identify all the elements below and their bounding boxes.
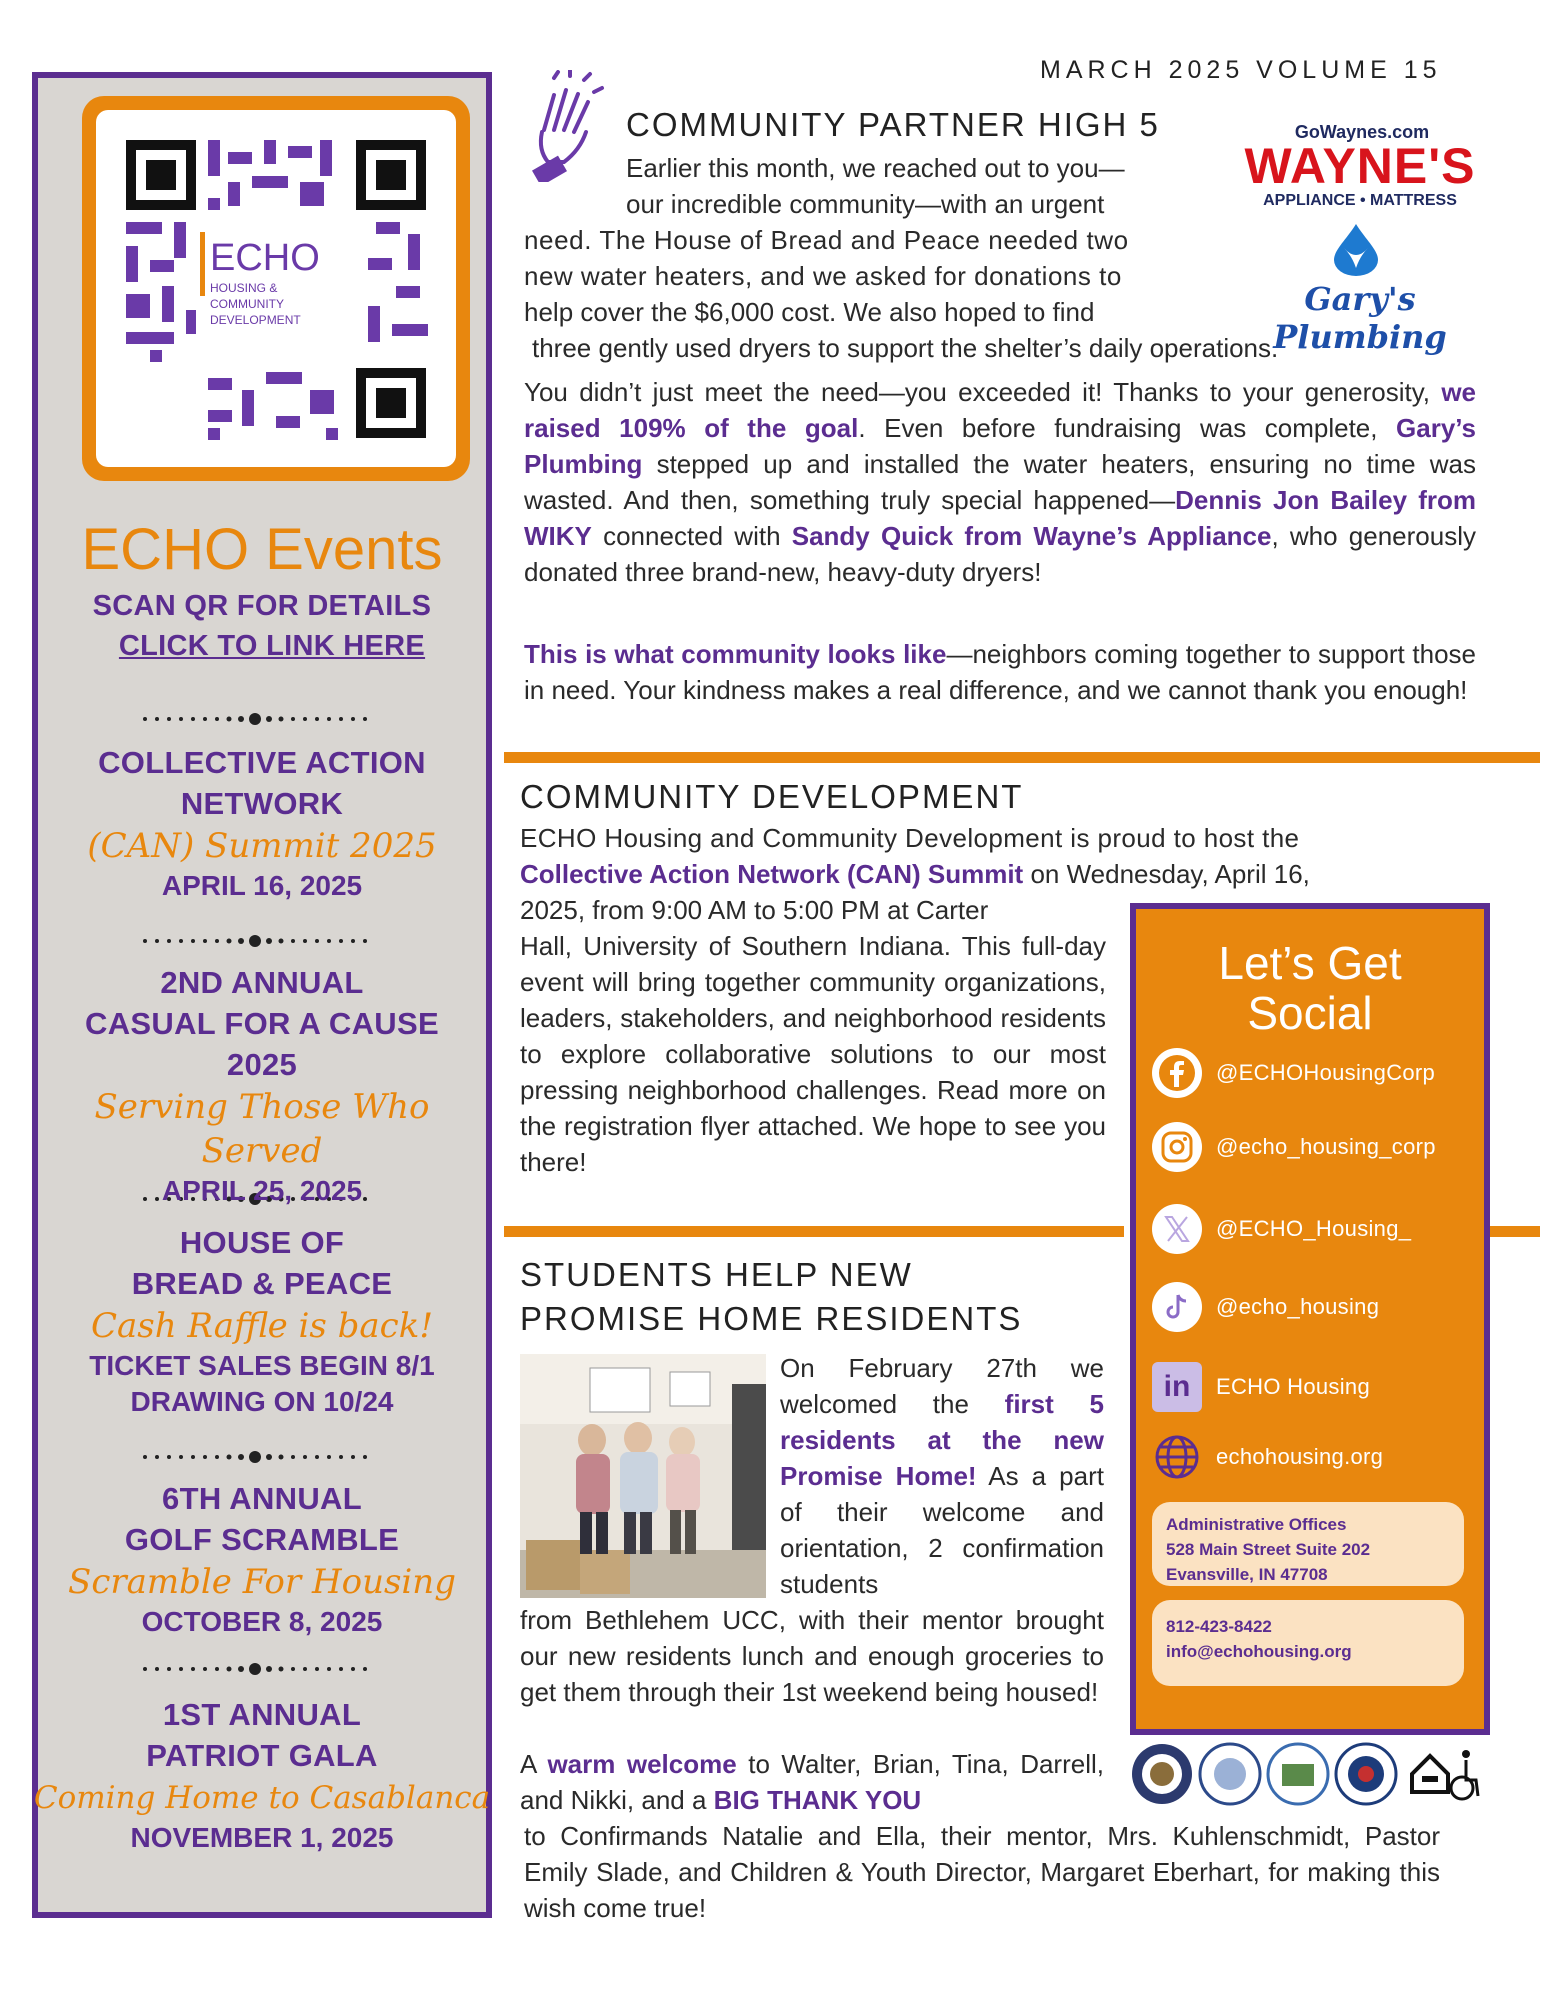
issue-label: MARCH 2025 VOLUME 15	[1040, 56, 1442, 84]
development-line-2: Collective Action Network (CAN) Summit on Wednesday, April 16,	[520, 859, 1310, 889]
dot-divider	[140, 1662, 410, 1676]
students-paragraph-4: to Confirmands Natalie and Ella, their mentor, Mrs. Kuhlenschmidt, Pastor Emily Slade, and Children & Youth Director, Margaret Eberhart, for making this wish come true!	[524, 1821, 1440, 1923]
social-title: Let’s Get Social	[1218, 937, 1402, 1039]
linkedin-icon: in	[1152, 1362, 1202, 1412]
agency-seals	[1130, 1740, 1480, 1810]
x-icon	[1152, 1204, 1202, 1254]
office-address-card: Administrative Offices 528 Main Street Suite 202 Evansville, IN 47708	[1152, 1502, 1464, 1586]
scan-qr-label: SCAN QR FOR DETAILS	[92, 590, 432, 622]
development-line-3: 2025, from 9:00 AM to 5:00 PM at Carter	[520, 895, 989, 925]
svg-text:COMMUNITY: COMMUNITY	[210, 297, 284, 311]
social-x-link[interactable]: @ECHO_Housing_	[1152, 1204, 1411, 1254]
dot-divider	[140, 712, 410, 726]
email-link[interactable]: info@echohousing.org	[1166, 1642, 1352, 1661]
social-instagram-link[interactable]: @echo_housing_corp	[1152, 1122, 1436, 1172]
section-divider	[1490, 1226, 1540, 1237]
development-paragraph: Hall, University of Southern Indiana. This full-day event will bring together community organizations, leaders, stakeholders, and neighborhood residents to explore collaborative solutions to our most pressing neighborhood challenges. Read more on the registration flyer attached. We hope to see you there!	[520, 931, 1106, 1177]
tiktok-icon	[1152, 1282, 1202, 1332]
qr-code-icon	[96, 110, 456, 467]
students-photo	[520, 1354, 766, 1598]
facebook-icon	[1152, 1048, 1202, 1098]
garys-plumbing-logo: Gary's Plumbing	[1273, 280, 1447, 356]
development-heading: COMMUNITY DEVELOPMENT	[520, 778, 1024, 815]
qr-brand: ECHO	[210, 237, 320, 279]
partner-line-6: three gently used dryers to support the shelter’s daily operations.	[532, 333, 1279, 363]
high-five-icon	[524, 70, 614, 182]
students-paragraph-3: A warm welcome to Walter, Brian, Tina, Darrell, and Nikki, and a BIG THANK YOU	[520, 1749, 1104, 1815]
social-linkedin-link[interactable]: in ECHO Housing	[1152, 1362, 1370, 1412]
partner-paragraph-3: This is what community looks like—neighbors coming together to support those in need. Your kindness makes a real difference, and we cannot thank you enough!	[524, 639, 1477, 705]
students-heading-2: PROMISE HOME RESIDENTS	[520, 1300, 1023, 1337]
waynes-logo: WAYNE'S	[1244, 138, 1476, 194]
event-bread-and-peace-raffle: HOUSE OF BREAD & PEACE Cash Raffle is back! TICKET SALES BEGIN 8/1 DRAWING ON 10/24	[89, 1225, 435, 1417]
development-line-1: ECHO Housing and Community Development is proud to host the	[520, 823, 1300, 853]
instagram-icon	[1152, 1122, 1202, 1172]
globe-icon	[1152, 1432, 1202, 1482]
qr-code[interactable]	[96, 110, 456, 467]
social-tiktok-link[interactable]: @echo_housing	[1152, 1282, 1379, 1332]
event-casual-for-a-cause: 2ND ANNUAL CASUAL FOR A CAUSE 2025 Serving Those Who Served APRIL 25, 2025	[85, 965, 439, 1206]
partner-line-1: Earlier this month, we reached out to you—	[626, 153, 1125, 183]
waynes-logo-sub: APPLIANCE • MATTRESS	[1263, 192, 1457, 209]
event-can-summit: COLLECTIVE ACTION NETWORK (CAN) Summit 2025 APRIL 16, 2025	[87, 745, 437, 901]
events-title: ECHO Events	[81, 517, 443, 582]
svg-text:DEVELOPMENT: DEVELOPMENT	[210, 313, 301, 327]
water-drop-icon	[1328, 222, 1384, 278]
partner-paragraph-2: You didn’t just meet the need—you exceeded it! Thanks to your generosity, we raised 109% of the goal. Even before fundraising was complete, Gary’s Plumbing stepped up and installed the water heaters, ensuring no time was wasted. And then, something truly special happened—Dennis Jon Bailey from WIKY connected with Sandy Quick from Wayne’s Appliance, who generously donated three brand-new, heavy-duty dryers!	[524, 377, 1477, 587]
students-paragraph-2: from Bethlehem UCC, with their mentor brought our new residents lunch and enough groceries to get them through their 1st weekend being housed!	[520, 1605, 1104, 1707]
events-link[interactable]: CLICK TO LINK HERE	[118, 630, 426, 662]
students-heading-1: STUDENTS HELP NEW	[520, 1256, 913, 1293]
section-divider	[504, 752, 1540, 763]
section-divider	[504, 1226, 1124, 1237]
waynes-url: GoWaynes.com	[1294, 122, 1430, 142]
phone-number[interactable]: 812-423-8422	[1166, 1617, 1272, 1636]
partner-line-5: help cover the $6,000 cost. We also hoped to find	[524, 297, 1095, 327]
partner-line-3: need. The House of Bread and Peace needed two	[524, 225, 1129, 255]
event-golf-scramble: 6TH ANNUAL GOLF SCRAMBLE Scramble For Housing OCTOBER 8, 2025	[68, 1481, 456, 1637]
partner-line-4: new water heaters, and we asked for donations to	[524, 261, 1122, 291]
social-facebook-link[interactable]: @ECHOHousingCorp	[1152, 1048, 1435, 1098]
event-patriot-gala: 1ST ANNUAL PATRIOT GALA Coming Home to Casablanca NOVEMBER 1, 2025	[33, 1697, 491, 1853]
dot-divider	[140, 1450, 410, 1464]
partner-line-2: our incredible community—with an urgent	[626, 189, 1105, 219]
svg-text:HOUSING &: HOUSING &	[210, 281, 278, 295]
contact-card	[1152, 1600, 1464, 1686]
dot-divider	[140, 934, 410, 948]
students-paragraph-1: On February 27th we welcomed the first 5 residents at the new Promise Home! As a part of their welcome and orientation, 2 confirmation students	[780, 1353, 1104, 1599]
website-link[interactable]: echohousing.org	[1152, 1432, 1383, 1482]
partner-heading: COMMUNITY PARTNER HIGH 5	[626, 106, 1160, 143]
